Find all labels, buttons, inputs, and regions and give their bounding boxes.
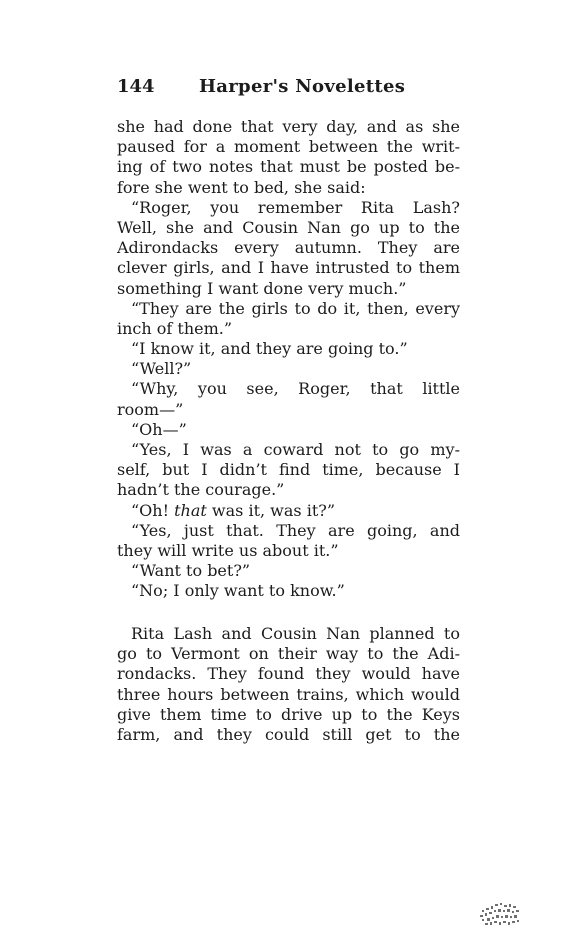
text-line: rondacks. They found they would have: [117, 664, 460, 684]
text-line: three hours between trains, which would: [117, 684, 460, 704]
text-line: farm, and they could still get to the: [117, 724, 460, 744]
library-stamp-mark: [476, 900, 522, 928]
text-line: “Yes, just that. They are going, and: [131, 520, 460, 540]
page-number: 144: [117, 76, 155, 97]
text-line: Rita Lash and Cousin Nan planned to: [131, 624, 460, 643]
text-line: “Want to bet?”: [131, 561, 251, 581]
text-line: ing of two notes that must be posted be-: [117, 157, 460, 177]
text-line: clever girls, and I have intrusted to them: [117, 258, 460, 278]
text-line: “Oh! that was it, was it?”: [131, 500, 335, 520]
emphasized-word: that: [174, 500, 207, 520]
page-header: [117, 76, 462, 100]
text-line: fore she went to bed, she said:: [117, 177, 366, 197]
text-line: “They are the girls to do it, then, every: [131, 298, 460, 318]
running-title: Harper's Novelettes: [199, 76, 406, 97]
text-line: self, but I didn’t find time, because I: [117, 460, 460, 480]
text-block-dialogue: [117, 117, 460, 602]
text-block-narrative: [117, 624, 460, 745]
text-line: hadn’t the courage.”: [117, 480, 285, 500]
text-line: give them time to drive up to the Keys: [117, 704, 460, 724]
text-line: “Well?”: [131, 359, 192, 379]
text-line: Adirondacks every autumn. They are: [117, 238, 460, 258]
text-line: paused for a moment between the writ-: [117, 137, 460, 157]
text-line: “No; I only want to know.”: [131, 581, 345, 601]
text-line: “Roger, you remember Rita Lash?: [131, 197, 460, 217]
text-line: Well, she and Cousin Nan go up to the: [117, 217, 460, 237]
text-line: “Oh—”: [131, 419, 187, 439]
text-line: something I want done very much.”: [117, 278, 407, 298]
text-line: she had done that very day, and as she: [117, 117, 460, 136]
text-line: “I know it, and they are going to.”: [131, 339, 408, 359]
text-line: they will write us about it.”: [117, 540, 339, 560]
text-line: room—”: [117, 399, 184, 419]
text-line: go to Vermont on their way to the Adi-: [117, 644, 460, 664]
text-line: “Why, you see, Roger, that little: [131, 379, 460, 399]
text-line: “Yes, I was a coward not to go my-: [131, 440, 460, 459]
text-line: inch of them.”: [117, 318, 233, 338]
